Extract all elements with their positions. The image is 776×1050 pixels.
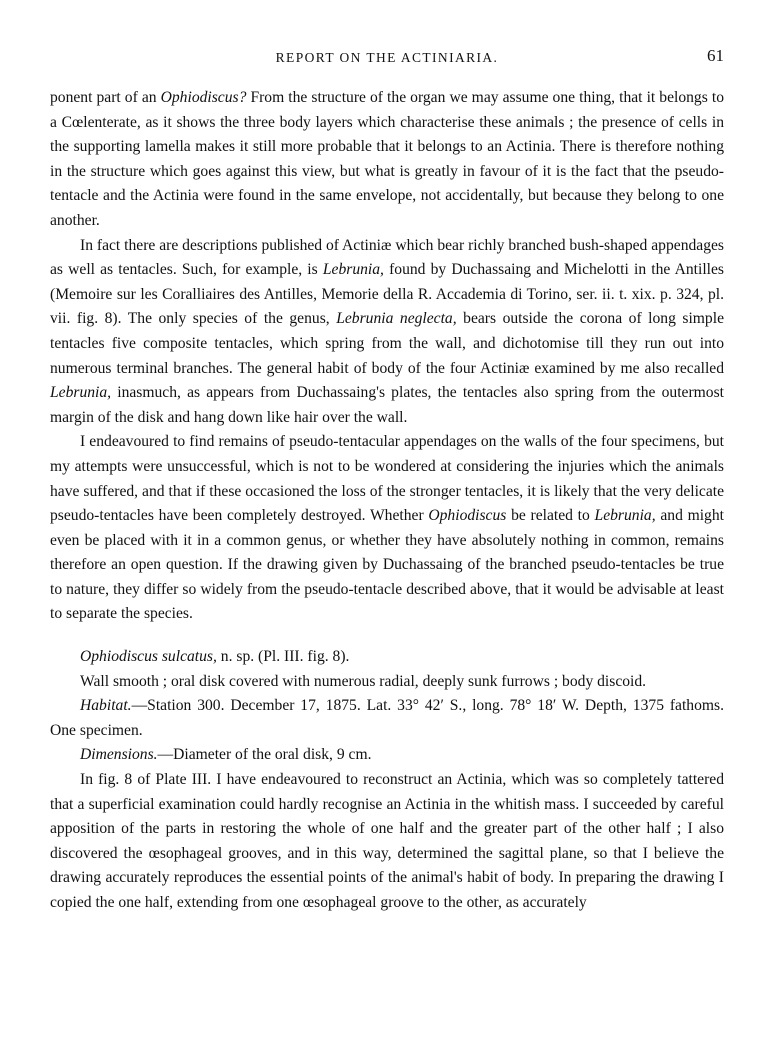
species-heading bbox=[50, 645, 724, 670]
italic-run: Lebrunia neglecta, bbox=[336, 310, 457, 328]
paragraph-2 bbox=[50, 234, 724, 431]
italic-run: Ophiodiscus bbox=[428, 507, 507, 525]
text-run: bears outside the corona of long simple tentacles five composite tentacles, which spring from the wall, and dichotomise till they run out into numerous terminal branches. The general habit of body of the four Actiniæ examined by me also recalled bbox=[50, 310, 724, 377]
species-name: Ophiodiscus sulcatus, bbox=[80, 648, 217, 666]
text-run: and might even be placed with it in a common genus, or whether they have absolutely nothing in common, remains therefore an open question. If the drawing given by Duchassaing of the branched pseudo-tentacles be true to nature, they differ so widely from the pseudo-tentacle described above, that it would be advisable at least to separate the species. bbox=[50, 507, 724, 623]
dimensions-label: Dimensions. bbox=[80, 746, 158, 764]
dimensions bbox=[50, 743, 724, 768]
text-run: I endeavoured to find remains of pseudo-tentacular appendages on the walls of the four specimens, but my attempts were unsuccessful, which is not to be wondered at considering the injuries which the animals have suffered, and that if these occasioned the loss of the stronger tentacles, it is likely that the very delicate pseudo-tentacles have been completely destroyed. Whether bbox=[50, 433, 724, 525]
italic-run: Lebrunia, bbox=[50, 384, 112, 402]
text-run: inasmuch, as appears from Duchassaing's plates, the tentacles also spring from the outermost margin of the disk and hang down like hair over the wall. bbox=[50, 384, 724, 426]
dimensions-text: —Diameter of the oral disk, 9 cm. bbox=[157, 746, 372, 764]
page-header bbox=[50, 46, 724, 70]
paragraph-1 bbox=[50, 86, 724, 234]
text-run: From the structure of the organ we may assume one thing, that it belongs to a Cœlenterate, as it shows the three body layers which characterise these animals ; the presence of cells in the supporting lamella makes it still more probable that it belongs to an Actinia. There is therefore nothing in the structure which goes against this view, but what is greatly in favour of it is the fact that the pseudo-tentacle and the Actinia were found in the same envelope, not accidentally, but because they belong to one another. bbox=[50, 89, 724, 229]
italic-run: Lebrunia, bbox=[322, 261, 384, 279]
habitat-label: Habitat. bbox=[80, 697, 132, 715]
italic-run: Ophiodiscus? bbox=[160, 89, 247, 106]
paragraph-3 bbox=[50, 430, 724, 627]
text-run: found by Duchassaing and Michelotti in the Antilles (Memoire sur les Coralliaires des Antilles, Memorie della R. Accademia di Torino, ser. ii. t. xix. p. 324, pl. vii. fig. 8). The only species of the genus, bbox=[50, 261, 724, 328]
species-reference: n. sp. (Pl. III. fig. 8). bbox=[216, 648, 350, 666]
paragraph-last: In fig. 8 of Plate III. I have endeavoured to reconstruct an Actinia, which was so completely tattered that a superficial examination could hardly recognise an Actinia in the whitish mass. I succeeded by careful apposition of the parts in restoring the whole of one half and the greater part of the other half ; I also discovered the œsophageal grooves, and in this way, determined the sagittal plane, so that I believe the drawing accurately reproduces the essential points of the animal's habit of body. In preparing the drawing I copied the one half, extending from one œsophageal groove to the other, as accurately bbox=[50, 771, 724, 911]
italic-run: Lebrunia, bbox=[594, 507, 656, 525]
diagnosis: Wall smooth ; oral disk covered with numerous radial, deeply sunk furrows ; body discoid. bbox=[80, 672, 647, 690]
text-run: In fact there are descriptions published of Actiniæ which bear richly branched bush-shaped appendages as well as tentacles. Such, for example, is bbox=[50, 236, 724, 279]
body-text bbox=[50, 86, 724, 916]
habitat-text: —Station 300. December 17, 1875. Lat. 33° 42′ S., long. 78° 18′ W. Depth, 1375 fathoms. One specimen. bbox=[50, 697, 724, 739]
page-number: 61 bbox=[707, 46, 724, 65]
text-run: ponent part of an bbox=[50, 89, 161, 106]
running-head: REPORT ON THE ACTINIARIA. bbox=[275, 50, 499, 65]
habitat bbox=[50, 694, 724, 743]
text-run: be related to bbox=[506, 507, 595, 525]
